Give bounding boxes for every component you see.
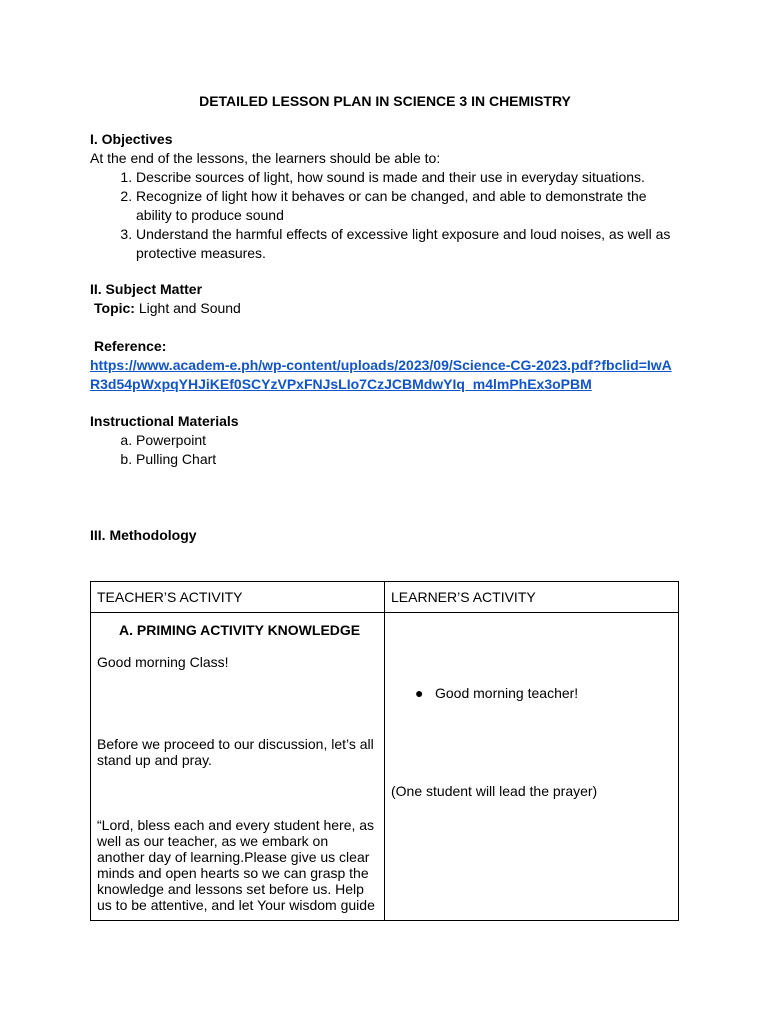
materials-list [90, 431, 680, 469]
objectives-section [90, 130, 680, 263]
objectives-list [90, 168, 680, 263]
teacher-activity-cell [91, 613, 385, 921]
reference-section [90, 337, 680, 394]
learner-greeting: Good morning teacher! [435, 685, 579, 701]
teacher-activity-header: TEACHER’S ACTIVITY [91, 582, 385, 613]
learner-prayer: (One student will lead the prayer) [391, 783, 598, 799]
teacher-prayer-text: “Lord, bless each and every student here, as well as our teacher, as we embark on another day of learning.Please give us clear minds and open hearts so we can grasp the knowledge and lessons set before us. Help us to be attentive, and let Your wisdom guide [97, 817, 375, 913]
methodology-heading: III. Methodology [90, 527, 197, 543]
table-row [91, 613, 679, 921]
reference-label: Reference: [94, 338, 167, 354]
topic-value: Light and Sound [138, 300, 241, 316]
topic-line [90, 299, 680, 318]
materials-section [90, 412, 680, 469]
teacher-greeting: Good morning Class! [97, 654, 229, 670]
subject-matter-section [90, 280, 680, 318]
section-a-heading: A. PRIMING ACTIVITY KNOWLEDGE [119, 622, 361, 638]
material-item: a. Powerpoint [136, 431, 680, 450]
topic-label: Topic: [94, 300, 135, 316]
materials-heading: Instructional Materials [90, 413, 239, 429]
subject-matter-heading: II. Subject Matter [90, 281, 203, 297]
table-header-row [91, 582, 679, 613]
reference-link[interactable]: https://www.academ-e.ph/wp-content/uploads/2023/09/Science-CG-2023.pdf?fbclid=IwAR3d54pWxpqYHJiKEf0SCYzVPxFNJsLIo7CzJCBMdwYIq_m4lmPhEx3oPBM [90, 357, 672, 392]
teacher-pray-instruction: Before we proceed to our discussion, let’s all stand up and pray. [97, 736, 374, 768]
objectives-heading: I. Objectives [90, 131, 173, 147]
learner-activity-cell [385, 613, 679, 921]
objective-item: 2. Recognize of light how it behaves or can be changed, and able to demonstrate the ability to produce sound [136, 187, 680, 225]
learner-activity-header: LEARNER’S ACTIVITY [385, 582, 679, 613]
objective-item: 3. Understand the harmful effects of excessive light exposure and loud noises, as well as protective measures. [136, 225, 680, 263]
activity-table [90, 581, 679, 921]
objectives-intro: At the end of the lessons, the learners should be able to: [90, 150, 441, 166]
material-item: b. Pulling Chart [136, 450, 680, 469]
objective-item: 1. Describe sources of light, how sound is made and their use in everyday situations. [136, 168, 680, 187]
learner-greeting-item [391, 685, 672, 701]
bullet-icon: ● [415, 685, 424, 701]
document-title: DETAILED LESSON PLAN IN SCIENCE 3 IN CHEMISTRY [199, 93, 571, 109]
